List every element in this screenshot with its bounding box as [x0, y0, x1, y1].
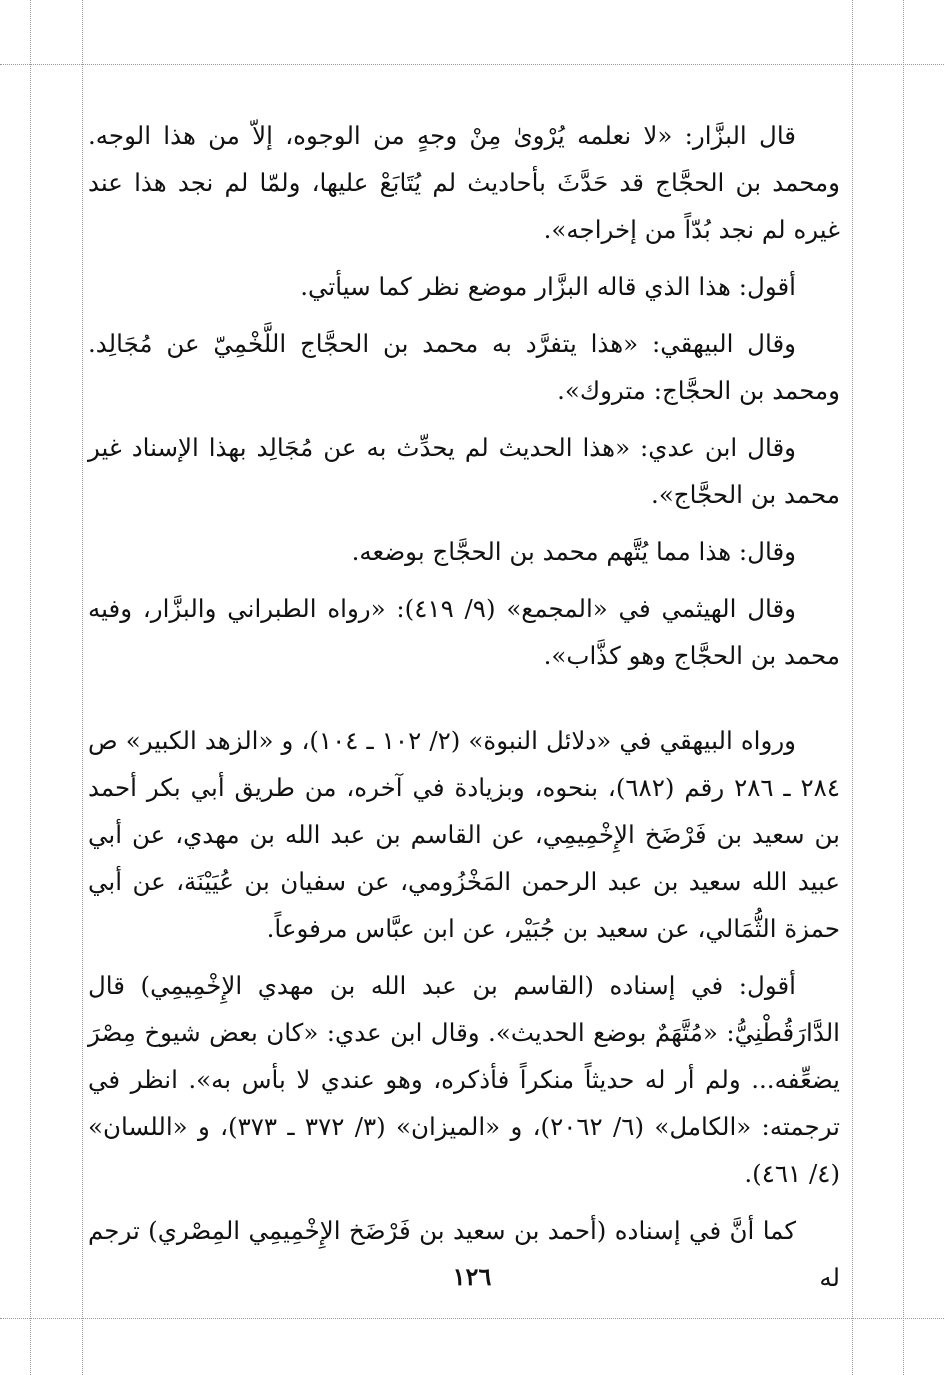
- paragraph-bayhaqi-quote: وقال البيهقي: «هذا يتفرَّد به محمد بن الحجَّاج اللَّخْمِيّ عن مُجَالِد. ومحمد بن الحجَّاج: متروك».: [88, 329, 840, 405]
- paragraph-isnad-critique: أقول: في إسناده (القاسم بن عبد الله بن مهدي الإِخْمِيمِي) قال الدَّارَقُطْنِيُّ: «مُتَّهَمٌ بوضع الحديث». وقال ابن عدي: «كان بعض شيوخ مِصْرَ يضعِّفه... ولم أر له حديثاً منكراً فأذكره، وهو عندي لا بأس به». انظر في ترجمته: «الكامل» (٦/ ٢٠٦٢)، و «الميزان» (٣/ ٣٧٢ ـ ٣٧٣)، و «اللسان» (٤/ ٤٦١).: [88, 971, 840, 1188]
- margin-guide-top: [0, 64, 944, 65]
- margin-guide-left-inner: [82, 0, 83, 1375]
- paragraph-author-note: أقول: هذا الذي قاله البزَّار موضع نظر كما سيأتي.: [300, 272, 796, 301]
- paragraph-ibn-adi-comment: وقال: هذا مما يُتَّهم محمد بن الحجَّاج بوضعه.: [351, 537, 796, 566]
- paragraph-bazzar-quote: قال البزَّار: «لا نعلمه يُرْوىٰ مِنْ وجهٍ من الوجوه، إلاّ من هذا الوجه. ومحمد بن الحجَّاج قد حَدَّثَ بأحاديث لم يُتَابَعْ عليها، ولمّا لم نجد هذا عند غيره لم نجد بُدّاً من إخراجه».: [88, 121, 840, 244]
- page-body: [88, 112, 840, 1301]
- paragraph-isnad-continued: كما أنَّ في إسناده (أحمد بن سعيد بن فَرْضَخ الإِخْمِيمِي المِصْري) ترجم له: [88, 1216, 840, 1292]
- margin-guide-left-outer: [30, 0, 31, 1375]
- page-number: ١٢٦: [452, 1262, 492, 1291]
- paragraph-haythami-quote: وقال الهيثمي في «المجمع» (٩/ ٤١٩): «رواه الطبراني والبزَّار، وفيه محمد بن الحجَّاج وهو كذَّاب».: [88, 594, 840, 670]
- paragraph-ibn-adi-quote: وقال ابن عدي: «هذا الحديث لم يحدِّث به عن مُجَالِد بهذا الإسناد غير محمد بن الحجَّاج».: [88, 433, 840, 509]
- margin-guide-right-inner: [852, 0, 853, 1375]
- margin-guide-bottom: [0, 1318, 944, 1319]
- paragraph-bayhaqi-narration: ورواه البيهقي في «دلائل النبوة» (٢/ ١٠٢ ـ ١٠٤)، و «الزهد الكبير» ص ٢٨٤ ـ ٢٨٦ رقم (٦٨٢)، بنحوه، وبزيادة في آخره، من طريق أبي بكر أحمد بن سعيد بن فَرْضَخ الإِخْمِيمِي، عن القاسم بن عبد الله بن مهدي، عن أبي عبيد الله سعيد بن عبد الرحمن المَخْزُومي، عن سفيان بن عُيَيْنَة، عن أبي حمزة الثُّمَالي، عن سعيد بن جُبَيْر، عن ابن عبَّاس مرفوعاً.: [88, 726, 840, 943]
- margin-guide-right-outer: [903, 0, 904, 1375]
